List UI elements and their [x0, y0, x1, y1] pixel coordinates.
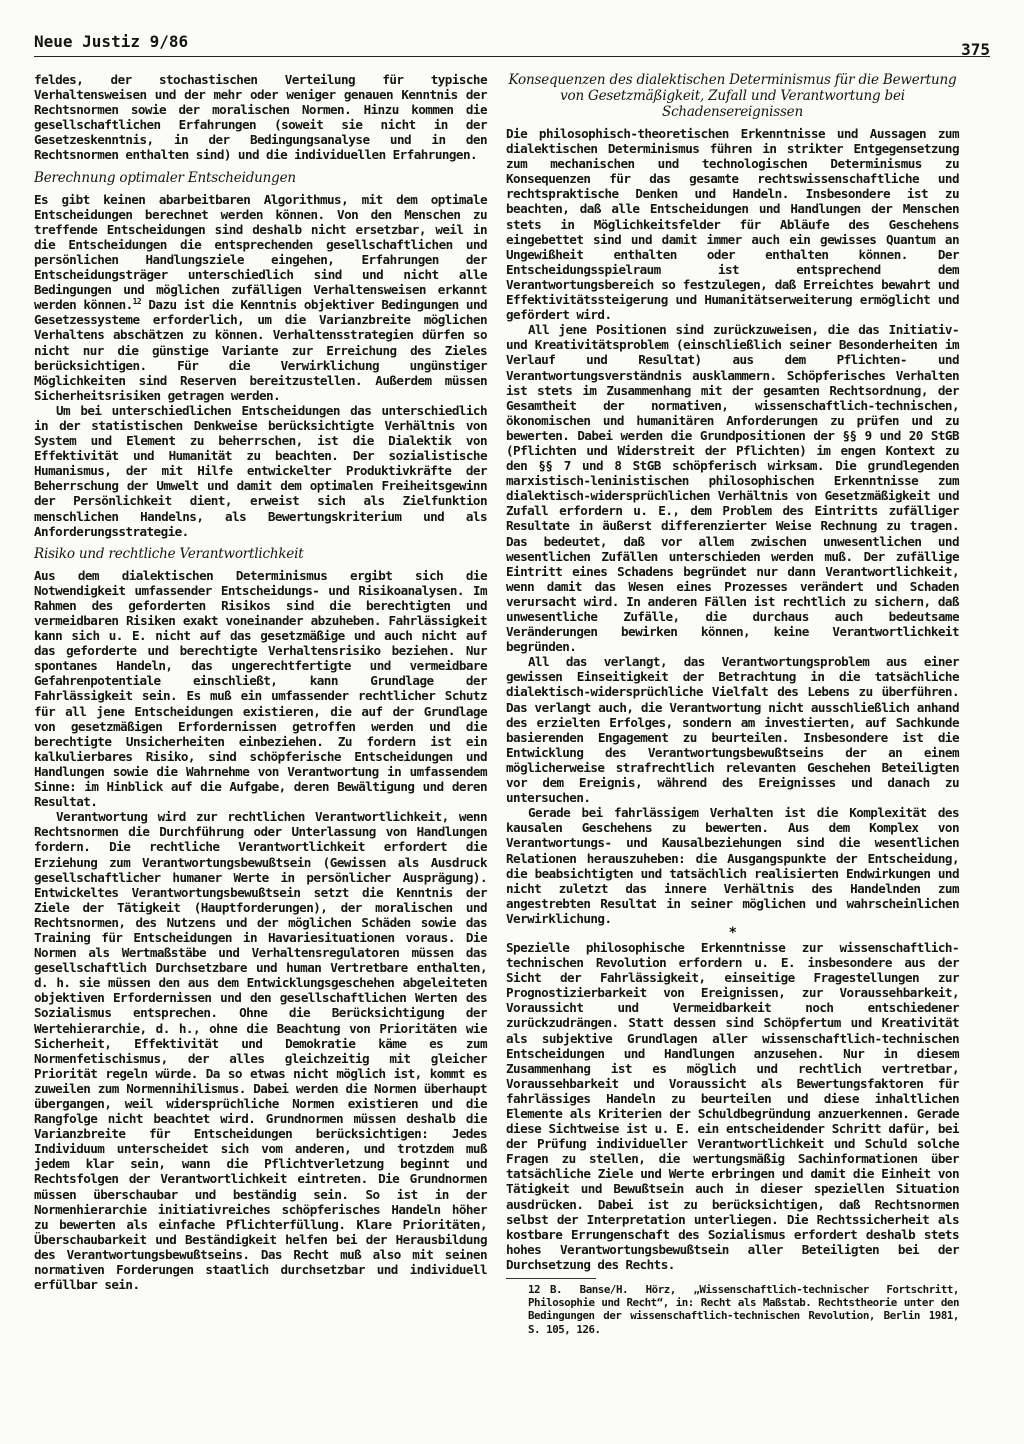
paragraph-text: Es gibt keinen abarbeitbaren Algorithmus, mit dem optimale Entscheidungen berechnet werden können. Von den Menschen zu treffende Entscheidungen sind deshalb nicht ersetzbar, weil in die Entscheidungen die entsprechenden gesellschaftlichen und persönlichen Handlungsziele eingehen, Erfahrungen der Entscheidungsträger unterschiedlich sind und nicht alle Bedingungen und möglichen zufälligen Verhaltensweisen erkannt werden können.: [34, 191, 487, 313]
journal-title: Neue Justiz 9/86: [34, 32, 189, 51]
footnote: [506, 1283, 959, 1336]
paragraph: Um bei unterschiedlichen Entscheidungen das unterschiedlich in der statistischen Denkweise berücksichtigte Verhältnis von System und Element zu beherrschen, ist die Dialektik von Effektivität und Humanität zu beachten. Der sozialistische Humanismus, der mit Hilfe entwickelter Produktivkräfte der Beherrschung der Umwelt und damit dem optimalen Freiheitsgewinn der Persönlichkeit dient, erweist sich als Zielfunktion menschlichen Handelns, als Bewertungskriterium und als Anforderungsstrategie.: [34, 402, 487, 539]
footnote-divider: [506, 1278, 596, 1279]
right-column: [506, 72, 959, 1336]
footnote-text: B. Banse/H. Hörz, „Wissenschaftlich-technischer Fortschritt, Philosophie und Recht“, in: Recht als Maßstab. Rechtstheorie unter den Bedingungen der wissenschaftlich-technischen Revolution, Berlin 1981, S. 105, 126.: [528, 1283, 959, 1336]
paragraph: feldes, der stochastischen Verteilung für typische Verhaltensweisen und der mehr oder weniger genauen Kenntnis der Rechtsnormen sowie der moralischen Normen. Hinzu kommen die gesellschaftlichen Erfahrungen (soweit sie nicht in der Gesetzeskenntnis, in der Bedingungsanalyse und in den Rechtsnormen enthalten sind) und die individuellen Erfahrungen.: [34, 72, 487, 163]
section-heading: Risiko und rechtliche Verantwortlichkeit: [34, 545, 304, 562]
left-column: [34, 72, 487, 1292]
section-heading: Berechnung optimaler Entscheidungen: [34, 169, 296, 186]
paragraph-text: Dazu ist die Kenntnis objektiver Bedingungen und Gesetzessysteme erforderlich, um die Varianzbreite möglichen Verhaltens abschätzen zu können. Verhaltensstrategien dürfen so nicht nur die günstige Variante zur Erreichung des Zieles berücksichtigen. Für die Verwirklichung ungünstiger Möglichkeiten sind Reserven bereitzustellen. Außerdem müssen Sicherheitsrisiken getragen werden.: [34, 297, 488, 403]
paragraph: Gerade bei fahrlässigem Verhalten ist die Komplexität des kausalen Geschehens zu bewerten. Aus dem Komplex von Verantwortungs- und Kausalbeziehungen sind die wesentlichen Relationen herauszuheben: die Ausgangspunkte der Entscheidung, die beabsichtigten und tatsächlich realisierten Endwirkungen und nicht zuletzt das innere Verhältnis des Handelnden zum angestrebten Resultat in seiner möglichen und wahrscheinlichen Verwirklichung.: [506, 805, 959, 926]
paragraph: All jene Positionen sind zurückzuweisen, die das Initiativ- und Kreativitätsproblem (einschließlich seiner Besonderheiten im Verlauf und Resultat) aus dem Pflichten- und Verantwortungsverständnis ausklammern. Schöpferisches Verhalten ist stets im Zusammenhang mit der gesamten Rechtsordnung, der Gesamtheit der normativen, wissenschaftlich-technischen, ökonomischen und humanitären Anforderungen zu prüfen und zu bewerten. Dabei werden die Grundpositionen der §§ 9 und 20 StGB (Pflichten und Widerstreit der Pflichten) im engen Kontext zu den §§ 7 und 8 StGB schöpferisch wirksam. Die grundlegenden marxistisch-leninistischen philosophischen Erkenntnisse zum dialektisch-widersprüchlichen Verhältnis von Gesetzmäßigkeit und Zufall erfordern u. E., dem Problem des Eintritts zufälliger Resultate in äußerst differenzierter Weise Rechnung zu tragen. Das bedeutet, daß vor allem zwischen unwesentlichen und wesentlichen Zufällen unterschieden werden muß. Der zufällige Eintritt eines Schadens begründet nur dann Verantwortlichkeit, wenn damit das Wesen eines Prozesses verändert und Schaden verursacht wird. In anderen Fällen ist rechtlich zu sichern, daß unwesentliche Zufälle, die durchaus auch bedeutsame Veränderungen bewirken können, keine Verantwortlichkeit begründen.: [506, 322, 959, 655]
paragraph: Die philosophisch-theoretischen Erkenntnisse und Aussagen zum dialektischen Determinismus führen in strikter Entgegensetzung zum mechanischen und technologischen Determinismus zu Konsequenzen für das gesamte rechtswissenschaftliche und rechtspraktische Denken und Handeln. Insbesondere ist zu beachten, daß alle Entscheidungen und Handlungen der Menschen stets in Möglichkeitsfelder für Abläufe des Geschehens eingebettet sind und damit immer auch ein gewisses Quantum an Ungewißheit enthalten oder enthalten können. Der Entscheidungsspielraum ist entsprechend dem Verantwortungsbereich so festzulegen, daß Erreichtes bewahrt und Effektivitätssteigerung und Humanitätserweiterung ermöglicht und gefördert wird.: [506, 126, 959, 323]
paragraph: All das verlangt, das Verantwortungsproblem aus einer gewissen Einseitigkeit der Betrachtung in die tatsächliche dialektisch-widersprüchliche Vielfalt des Lebens zu überführen. Das verlangt auch, die Verantwortung nicht ausschließlich anhand des erzielten Erfolges, sondern am investierten, auf Sachkunde basierenden Engagement zu beurteilen. Insbesondere ist die Entwicklung des Verantwortungsbewußtseins der an einem möglicherweise strafrechtlich relevanten Geschehen Beteiligten vor dem Ereignis, während des Ereignisses und danach zu untersuchen.: [506, 654, 959, 806]
page-number: 375: [961, 40, 990, 59]
footnote-number: 12: [528, 1283, 541, 1297]
footnote-reference[interactable]: 12: [132, 297, 142, 307]
section-heading: Konsequenzen des dialektischen Determinismus für die Bewertung von Gesetzmäßigkeit, Zufall und Verantwortung bei Schadensereignissen: [508, 72, 957, 120]
section-separator: *: [728, 924, 737, 941]
paragraph: [34, 192, 487, 403]
paragraph: Aus dem dialektischen Determinismus ergibt sich die Notwendigkeit umfassender Entscheidungs- und Risikoanalysen. Im Rahmen des geforderten Risikos sind die berechtigten und vermeidbaren Risiken exakt voneinander abzuheben. Fahrlässigkeit kann sich u. E. nicht auf das gesetzmäßige und auch nicht auf das geforderte und berechtigte Verhaltensrisiko beziehen. Nur spontanes Handeln, das ungerechtfertigte und vermeidbare Gefahrenpotentiale einschließt, kann Grundlage der Fahrlässigkeit sein. Es muß ein umfassender rechtlicher Schutz für all jene Entscheidungen existieren, die auf der Grundlage von gesetzmäßigen Erfordernissen getroffen werden und die berechtigte Unsicherheiten einbeziehen. Zu fordern ist ein kalkulierbares Risiko, sind schöpferische Entscheidungen und Handlungen sowie die Wahrnehme von Verantwortung in umfassendem Sinne: im Hinblick auf die Aufgabe, deren Bewältigung und deren Resultat.: [34, 567, 487, 810]
paragraph: Spezielle philosophische Erkenntnisse zur wissenschaftlich-technischen Revolution erfordern u. E. insbesondere aus der Sicht der Fahrlässigkeit, einseitige Fragestellungen zur Prognostizierbarkeit von Ereignissen, zur Voraussehbarkeit, Voraussicht und Vermeidbarkeit noch entschiedener zurückzudrängen. Statt dessen sind Schöpfertum und Kreativität als subjektive Grundlagen aller wissenschaftlich-technischen Entscheidungen und Handlungen anzusehen. Nur in diesem Zusammenhang ist es möglich und rechtlich vertretbar, Voraussehbarkeit und Voraussicht als Bewertungsfaktoren für fahrlässiges Handeln zu beurteilen und diese inhaltlichen Elemente als Kriterien der Schuldbegründung anzuerkennen. Gerade diese Sichtweise ist u. E. ein entscheidender Schritt dafür, bei der Prüfung individueller Verantwortlichkeit und Schuld solche Fragen zu stellen, die wertungsmäßig Sachinformationen über tatsächliche Ziele und Werte erbringen und damit die Einheit von Tätigkeit und Bewußtsein auch in dieser speziellen Situation ausdrücken. Dabei ist zu berücksichtigen, daß Rechtsnormen selbst der Interpretation unterliegen. Die Rechtssicherheit als kostbare Errungenschaft des Sozialismus erfordert deshalb stets hohes Verantwortungsbewußtsein aller Beteiligten bei der Durchsetzung des Rechts.: [506, 939, 959, 1272]
page-header: [34, 30, 990, 57]
paragraph: Verantwortung wird zur rechtlichen Verantwortlichkeit, wenn Rechtsnormen die Durchführung oder Unterlassung von Handlungen fordern. Die rechtliche Verantwortlichkeit erfordert die Erziehung zum Verantwortungsbewußtsein (Gewissen als Ausdruck gesellschaftlicher humaner Werte in persönlicher Ausprägung). Entwickeltes Verantwortungsbewußtsein setzt die Kenntnis der Ziele der Tätigkeit (Hauptforderungen), der moralischen und Rechtsnormen, des Nutzens und der möglichen Schäden sowie das Training für Entscheidungen in Havariesituationen voraus. Die Normen als Wertmaßstäbe und Verhaltensregulatoren müssen das gesellschaftlich Durchsetzbare und human Vertretbare enthalten, d. h. sie müssen den aus dem Entwicklungsgeschehen abgeleiteten objektiven Erfordernissen und den gesellschaftlichen Werten des Sozialismus entsprechen. Ohne die Berücksichtigung der Wertehierarchie, d. h., ohne die Beachtung von Prioritäten wie Sicherheit, Effektivität und Demokratie käme es zum Normenfetischismus, der alles gleichzeitig mit gleicher Priorität regeln würde. Da so etwas nicht möglich ist, kommt es zuweilen zum Normennihilismus. Dabei werden die Normen überhaupt übergangen, weil widersprüchliche Normen existieren und die Rangfolge nicht beachtet wird. Grundnormen müssen deshalb die Varianzbreite für Entscheidungen berücksichtigen: Jedes Individuum unterscheidet sich vom anderen, und trotzdem muß jedem klar sein, wann die Pflichtverletzung beginnt und Rechtsfolgen der Verantwortlichkeit eintreten. Die Grundnormen müssen überschaubar und beständig sein. So ist in der Normenhierarchie initiativreiches schöpferisches Handeln höher zu bewerten als einfache Pflichterfüllung. Klare Prioritäten, Überschaubarkeit und Beständigkeit helfen bei der Herausbildung des Verantwortungsbewußtseins. Das Recht muß also mit seinen normativen Forderungen staatlich durchsetzbar und individuell erfüllbar sein.: [34, 809, 487, 1293]
